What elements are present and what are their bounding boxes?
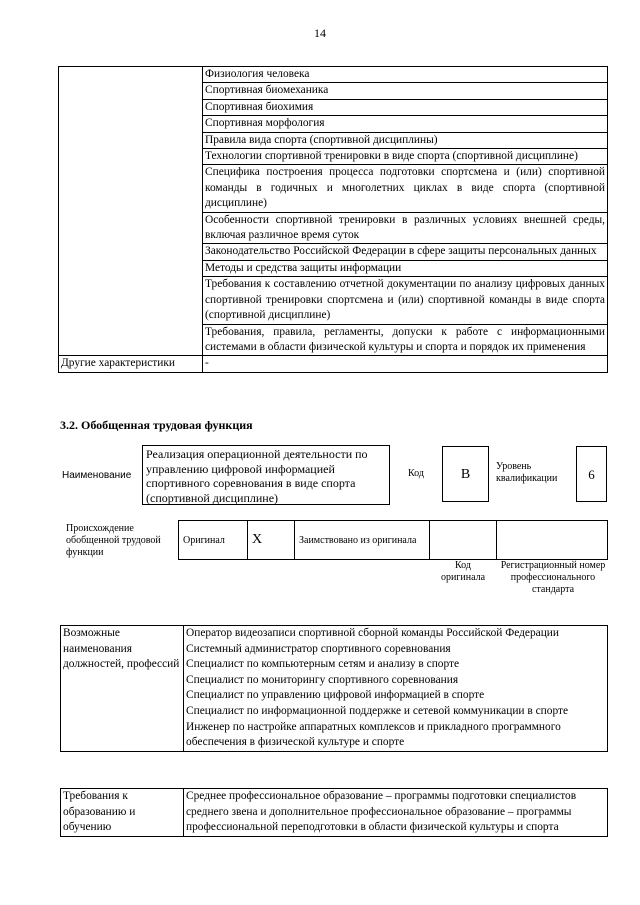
function-name-value: Реализация операционной деятельности по управлению цифровой информацией спортивного соревнования в виде спорта (спортивной дисциплине) — [142, 445, 390, 505]
code-value: B — [442, 446, 489, 502]
table-cell: Методы и средства защиты информации — [203, 260, 608, 276]
code-original-cell — [430, 521, 497, 560]
code-label: Код — [408, 468, 424, 479]
knowledge-table — [58, 66, 608, 373]
table-cell-empty — [59, 67, 203, 356]
list-item: Системный администратор спортивного соревнования — [186, 642, 451, 655]
list-item: Инженер по настройке аппаратных комплексов и прикладного программного обеспечения в физической культуре и спорте — [186, 720, 561, 749]
list-item: Специалист по компьютерным сетям и анализу в спорте — [186, 658, 460, 671]
original-mark: X — [248, 521, 295, 560]
list-item: Оператор видеозаписи спортивной сборной команды Российской Федерации — [186, 627, 559, 639]
table-cell: Правила вида спорта (спортивной дисциплины) — [203, 132, 608, 148]
table-cell: Требования, правила, регламенты, допуски к работе с информационными системами в области физической культуры и спорта и порядок их применения — [203, 324, 608, 356]
education-value: Среднее профессиональное образование – программы подготовки специалистов среднего звена и дополнительное профессиональное образование – программы профессиональной переподготовки в области физической культуры и спорта — [184, 789, 608, 837]
page-number: 14 — [314, 26, 326, 40]
qualification-level-label: Уровень квалификации — [496, 461, 558, 484]
reg-number-cell — [497, 521, 608, 560]
table-cell: Физиология человека — [203, 67, 608, 83]
table-cell: Особенности спортивной тренировки в различных условиях внешней среды, включая различное время суток — [203, 212, 608, 244]
other-characteristics-value: - — [203, 356, 608, 372]
table-cell: Спортивная морфология — [203, 116, 608, 132]
table-cell: Спортивная биомеханика — [203, 83, 608, 99]
qualification-level-value: 6 — [576, 446, 607, 502]
table-row — [179, 521, 608, 560]
borrowed-label: Заимствовано из оригинала — [295, 521, 430, 560]
section-title: 3.2. Обобщенная трудовая функция — [60, 418, 253, 432]
table-row — [61, 626, 608, 752]
original-label: Оригинал — [179, 521, 248, 560]
education-label: Требования к образованию и обучению — [61, 789, 184, 837]
education-table — [60, 788, 608, 837]
table-cell: Специфика построения процесса подготовки спортсмена и (или) спортивной команды в годичных и многолетних циклах в виде спорта (спортивной дисциплине) — [203, 165, 608, 212]
reg-number-caption: Регистрационный номер профессионального стандарта — [500, 560, 606, 595]
table-cell: Законодательство Российской Федерации в сфере защиты персональных данных — [203, 244, 608, 260]
table-cell: Спортивная биохимия — [203, 99, 608, 115]
positions-list — [184, 626, 608, 752]
list-item: Специалист по информационной поддержке и сетевой коммуникации в спорте — [186, 704, 569, 717]
name-label: Наименование — [62, 470, 132, 481]
list-item: Специалист по управлению цифровой информацией в спорте — [186, 689, 485, 702]
table-cell: Требования к составлению отчетной документации по анализу цифровых данных спортивной тренировки спортсмена и (или) спортивной команды в виде спорта (спортивной дисциплине) — [203, 277, 608, 324]
positions-table — [60, 625, 608, 752]
other-characteristics-label: Другие характеристики — [59, 356, 203, 372]
table-row — [59, 67, 608, 83]
origin-label: Происхождение обобщенной трудовой функции — [66, 523, 161, 558]
table-row — [61, 789, 608, 837]
table-row — [59, 356, 608, 372]
code-original-caption: Код оригинала — [440, 560, 486, 583]
positions-label: Возможные наименования должностей, профессий — [61, 626, 184, 752]
table-cell: Технологии спортивной тренировки в виде спорта (спортивной дисциплине) — [203, 149, 608, 165]
list-item: Специалист по мониторингу спортивного соревнования — [186, 673, 459, 686]
origin-table — [178, 520, 608, 560]
